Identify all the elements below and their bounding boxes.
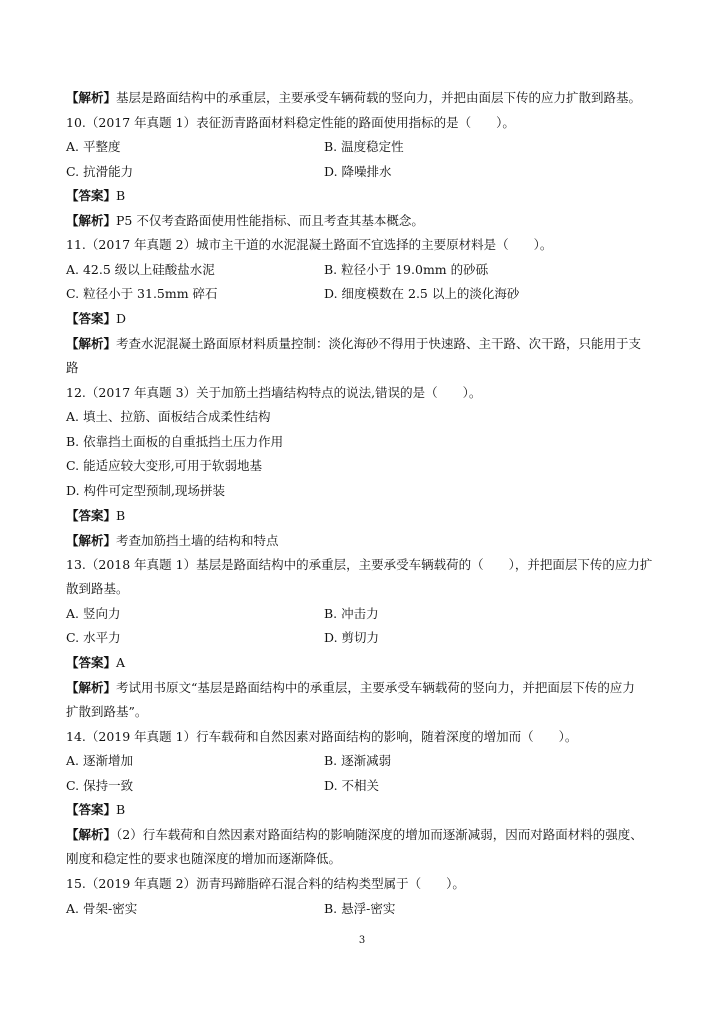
option-line: A. 42.5 级以上硅酸盐水泥 (66, 262, 215, 277)
analysis-line: 【解析】考查加筋挡土墙的结构和特点 (66, 533, 279, 548)
option-line: D. 剪切力 (324, 630, 380, 645)
option-line: A. 填土、拉筋、面板结合成柔性结构 (66, 409, 271, 424)
option-line: B. 依靠挡土面板的自重抵挡土压力作用 (66, 434, 284, 449)
text-line: 散到路基。 (66, 581, 129, 596)
answer-line: 【答案】B (66, 188, 126, 203)
answer-line: 【答案】A (66, 655, 126, 670)
option-line: B. 逐渐减弱 (324, 753, 392, 768)
option-line: D. 细度模数在 2.5 以上的淡化海砂 (324, 286, 520, 301)
option-line: A. 骨架-密实 (66, 901, 138, 916)
question-line: 13.（2018 年真题 1）基层是路面结构中的承重层，主要承受车辆载荷的（ ），并把面层下传的应力扩 (66, 557, 653, 572)
option-line: D. 降噪排水 (324, 164, 392, 179)
option-line: C. 保持一致 (66, 778, 134, 793)
analysis-line: 【解析】考查水泥混凝土路面原材料质量控制：淡化海砂不得用于快速路、主干路、次干路，只能用于支 (66, 336, 642, 351)
option-line: B. 温度稳定性 (324, 139, 404, 154)
option-line: C. 能适应较大变形,可用于软弱地基 (66, 458, 263, 473)
question-line: 10.（2017 年真题 1）表征沥青路面材料稳定性能的路面使用指标的是（ ）。 (66, 115, 515, 130)
answer-line: 【答案】B (66, 802, 126, 817)
analysis-line: 【解析】（2）行车载荷和自然因素对路面结构的影响随深度的增加而逐渐减弱，因而对路面材料的强度、 (66, 827, 643, 842)
option-line: A. 平整度 (66, 139, 121, 154)
answer-line: 【答案】B (66, 508, 126, 523)
text-line: 扩散到路基”。 (66, 704, 148, 719)
text-line: 【解析】基层是路面结构中的承重层，主要承受车辆荷载的竖向力，并把由面层下传的应力扩散到路基。 (66, 90, 642, 105)
analysis-line: 【解析】P5 不仅考查路面使用性能指标、而且考查其基本概念。 (66, 213, 424, 228)
text-line: 刚度和稳定性的要求也随深度的增加而逐渐降低。 (66, 851, 342, 866)
option-line: A. 逐渐增加 (66, 753, 133, 768)
analysis-line: 【解析】考试用书原文“基层是路面结构中的承重层，主要承受车辆载荷的竖向力，并把面层下传的应力 (66, 680, 635, 695)
question-line: 12.（2017 年真题 3）关于加筋土挡墙结构特点的说法,错误的是（ ）。 (66, 385, 482, 400)
option-line: B. 悬浮-密实 (324, 901, 396, 916)
answer-line: 【答案】D (66, 311, 127, 326)
option-line: C. 水平力 (66, 630, 121, 645)
text-line: 路 (66, 360, 79, 375)
page-number: 3 (358, 935, 366, 946)
option-line: B. 冲击力 (324, 606, 379, 621)
question-line: 11.（2017 年真题 2）城市主干道的水泥混凝土路面不宜选择的主要原材料是（ ）。 (66, 237, 553, 252)
option-line: D. 构件可定型预制,现场拼装 (66, 483, 225, 498)
option-line: C. 抗滑能力 (66, 164, 134, 179)
option-line: B. 粒径小于 19.0mm 的砂砾 (324, 262, 489, 277)
option-line: C. 粒径小于 31.5mm 碎石 (66, 286, 218, 301)
question-line: 14.（2019 年真题 1）行车载荷和自然因素对路面结构的影响，随着深度的增加而（ ）。 (66, 729, 578, 744)
option-line: A. 竖向力 (66, 606, 121, 621)
option-line: D. 不相关 (324, 778, 380, 793)
question-line: 15.（2019 年真题 2）沥青玛蹄脂碎石混合料的结构类型属于（ ）。 (66, 876, 465, 891)
